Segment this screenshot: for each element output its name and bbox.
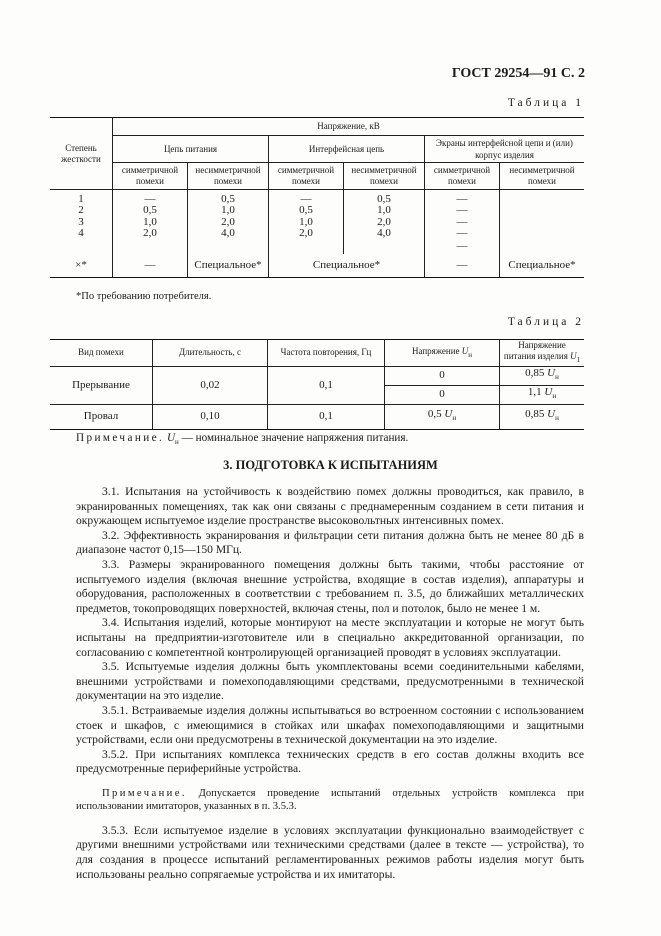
paragraph-3-2: 3.2. Эффективность экранирования и фильтрации сети питания должна быть не менее 80 дБ в диапазоне частот 0,15—150 МГц. [76, 528, 584, 557]
table-row: 1 — 0,5 — 0,5 — [50, 194, 584, 206]
table-row: Провал 0,10 0,1 0,5 $U_н$ 0,85 $U_н$ [50, 404, 584, 429]
supply-voltage-header: Напряжение питания изделия $U_1$ [500, 340, 585, 367]
table-row-special: ×* — Специальное* Специальное* — Специальное* [50, 254, 584, 278]
table1-footnote: *По требованию потребителя. [76, 291, 212, 302]
table-row: 4 2,0 4,0 2,0 4,0 — [50, 228, 584, 240]
table1-caption: Таблица 1 [507, 97, 584, 109]
table-1 [50, 117, 584, 278]
asym-header: несимметричной помехи [500, 163, 585, 190]
note-2: Примечание. Допускается проведение испытаний отдельных устройств комплекса при использовании имитаторов, указанных в п. 3.5.3. [76, 787, 584, 813]
kind-header: Вид помехи [50, 340, 153, 367]
paragraph-3-5-3: 3.5.3. Если испытуемое изделие в условиях эксплуатации функционально взаимодействует с другими внешними устройствами или техническими средствами (далее в тексте — устройства), то для создания в процессе испытаний регламентированных режимов работы изделия могут быть использованы реально сопрягаемые устройства и их имитаторы. [76, 823, 584, 881]
table-row: 2 0,5 1,0 0,5 1,0 — [50, 205, 584, 217]
voltage-header: Напряжение $U_н$ [385, 340, 500, 367]
group-power-header: Цепь питания [113, 136, 269, 163]
paragraph-3-5-2: 3.5.2. При испытаниях комплекса технических средств в его состав должны входить все предусмотренные периферийные устройства. [76, 747, 584, 776]
duration-header: Длительность, с [153, 340, 268, 367]
paragraph-3-5: 3.5. Испытуемые изделия должны быть укомплектованы всеми соединительными кабелями, внешними устройствами и помехоподавляющими средствами, предусмотренными в технической документации на это изделие. [76, 660, 584, 703]
table-row: — [50, 240, 584, 254]
paragraph-3-5-1: 3.5.1. Встраиваемые изделия должны испытываться во встроенном состоянии с использованием стоек и шкафов, с имеющимися в стойках или шкафах помехоподавляющими и защитными устройствами, если они предусмотрены в технической документации на это изделие. [76, 703, 584, 747]
group-screens-header: Экраны интерфейсной цепи и (или) корпус изделия [425, 136, 585, 163]
table2-caption: Таблица 2 [507, 316, 584, 328]
sym-header: симметричной помехи [425, 163, 500, 190]
body-text [76, 485, 584, 882]
section-title: 3. ПОДГОТОВКА К ИСПЫТАНИЯМ [223, 458, 438, 472]
paragraph-3-1: 3.1. Испытания на устойчивость к воздействию помех должны проводиться, как правило, в экранированных помещениях, так как они связаны с преднамеренным созданием в сети питания и окружающем испытуемое изделие пространстве высоковольтных интенсивных помех. [76, 485, 584, 528]
table-row: 3 1,0 2,0 1,0 2,0 — [50, 217, 584, 229]
sym-header: симметричной помехи [113, 163, 188, 190]
table-row: Прерывание 0,02 0,1 0 0,85 $U_н$ [50, 366, 584, 385]
table-2 [50, 339, 584, 430]
table-row: 0 1,1 $U_н$ [50, 385, 584, 404]
group-interface-header: Интерфейсная цепь [269, 136, 425, 163]
paragraph-3-3: 3.3. Размеры экранированного помещения должны быть такими, чтобы расстояние от испытуемого изделия (включая внешние устройства, входящие в состав изделия), аппаратуры и оборудования, расположенных в соответствии с требованием п. 3.5, до ближайших металлических предметов, токопроводящих поверхностей, включая стены, пол и потолок, было не менее 1 м. [76, 557, 584, 615]
sym-header: симметричной помехи [269, 163, 344, 190]
voltage-header: Напряжение, кВ [113, 118, 585, 136]
frequency-header: Частота повторения, Гц [268, 340, 385, 367]
asym-header: несимметричной помехи [344, 163, 425, 190]
paragraph-3-4: 3.4. Испытания изделий, которые монтируют на месте эксплуатации и которые не могут быть испытаны на предприятии-изготовителе или в специально аккредитованной организации, по согласованию с компетентной контролирующей организацией проводят в условиях эксплуатации. [76, 616, 584, 659]
page-header: ГОСТ 29254—91 С. 2 [451, 66, 585, 81]
table2-note: Примечание. $U_н$ — номинальное значение напряжения питания. [76, 432, 409, 447]
asym-header: несимметричной помехи [188, 163, 269, 190]
col-degree-header: Степень жесткости [50, 118, 113, 190]
